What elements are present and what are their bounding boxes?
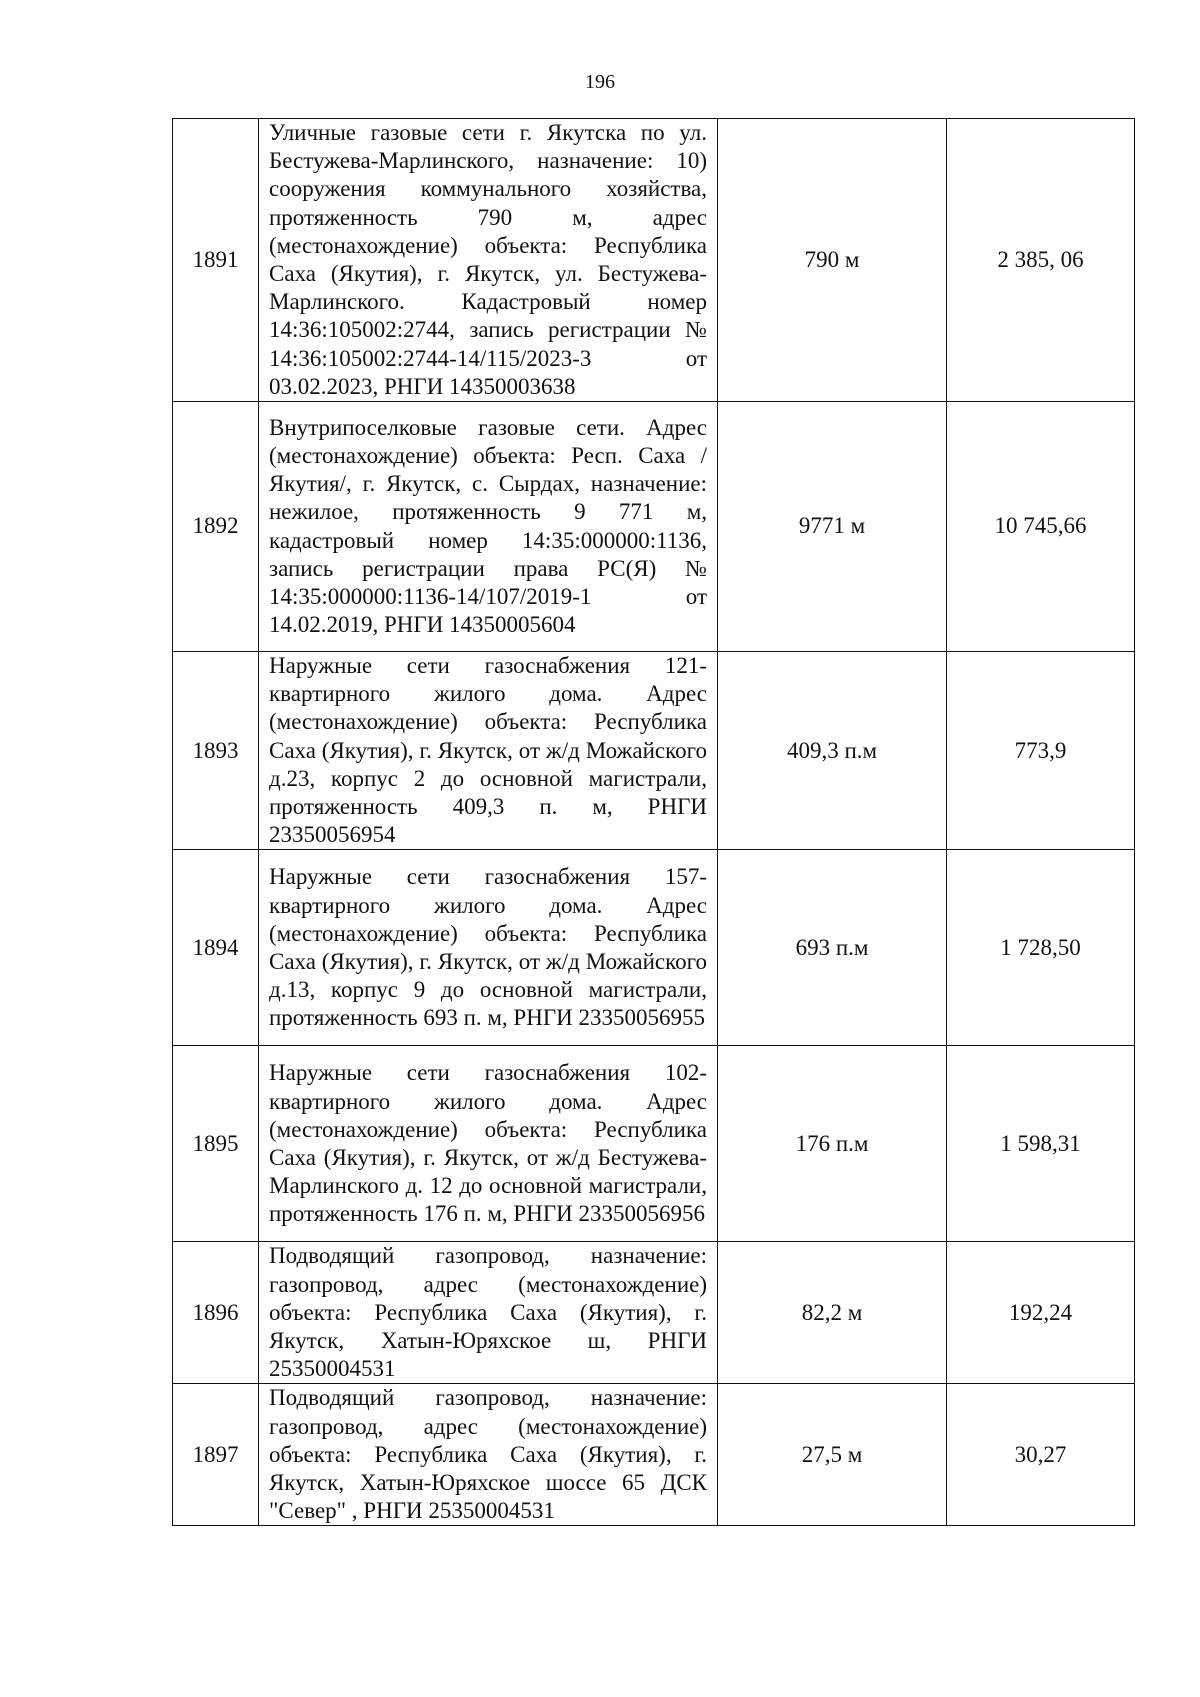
object-length: 693 п.м <box>718 850 947 1046</box>
object-length: 27,5 м <box>718 1384 947 1526</box>
object-description: Уличные газовые сети г. Якутска по ул. Бестужева-Марлинского, назначение: 10) сооружения коммунального хозяйства, протяженность 790 м, адрес (местонахождение) объекта: Республика Саха (Якутия), г. Якутск, ул. Бестужева-Марлинского. Кадастровый номер 14:36:105002:2744, запись регистрации № 14:36:105002:2744-14/115/2023-3 от 03.02.2023, РНГИ 14350003638 <box>259 119 718 402</box>
object-description: Наружные сети газоснабжения 157-квартирного жилого дома. Адрес (местонахождение) объекта: Республика Саха (Якутия), г. Якутск, от ж/д Можайского д.13, корпус 9 до основной магистрали, протяженность 693 п. м, РНГИ 23350056955 <box>259 850 718 1046</box>
row-number: 1896 <box>173 1242 259 1384</box>
object-description: Подводящий газопровод, назначение: газопровод, адрес (местонахождение) объекта: Республика Саха (Якутия), г. Якутск, Хатын-Юряхское шоссе 65 ДСК "Север" , РНГИ 25350004531 <box>259 1384 718 1526</box>
object-length: 9771 м <box>718 402 947 652</box>
table-row <box>173 1242 1135 1384</box>
row-number: 1893 <box>173 652 259 850</box>
row-number: 1895 <box>173 1046 259 1242</box>
object-description: Наружные сети газоснабжения 102-квартирного жилого дома. Адрес (местонахождение) объекта: Республика Саха (Якутия), г. Якутск, от ж/д Бестужева-Марлинского д. 12 до основной магистрали, протяженность 176 п. м, РНГИ 23350056956 <box>259 1046 718 1242</box>
object-description: Подводящий газопровод, назначение: газопровод, адрес (местонахождение) объекта: Республика Саха (Якутия), г. Якутск, Хатын-Юряхское ш, РНГИ 25350004531 <box>259 1242 718 1384</box>
table-row <box>173 652 1135 850</box>
object-length: 82,2 м <box>718 1242 947 1384</box>
table-row <box>173 119 1135 402</box>
object-length: 176 п.м <box>718 1046 947 1242</box>
object-cost: 30,27 <box>947 1384 1135 1526</box>
table-row <box>173 1384 1135 1526</box>
object-description: Наружные сети газоснабжения 121-квартирного жилого дома. Адрес (местонахождение) объекта: Республика Саха (Якутия), г. Якутск, от ж/д Можайского д.23, корпус 2 до основной магистрали, протяженность 409,3 п. м, РНГИ 23350056954 <box>259 652 718 850</box>
property-registry-table <box>172 118 1135 1526</box>
row-number: 1892 <box>173 402 259 652</box>
object-cost: 2 385, 06 <box>947 119 1135 402</box>
table-row <box>173 1046 1135 1242</box>
table-row <box>173 402 1135 652</box>
object-cost: 1 598,31 <box>947 1046 1135 1242</box>
page-number: 196 <box>585 71 615 93</box>
table-row <box>173 850 1135 1046</box>
object-length: 409,3 п.м <box>718 652 947 850</box>
object-cost: 192,24 <box>947 1242 1135 1384</box>
row-number: 1891 <box>173 119 259 402</box>
row-number: 1897 <box>173 1384 259 1526</box>
object-cost: 1 728,50 <box>947 850 1135 1046</box>
object-cost: 10 745,66 <box>947 402 1135 652</box>
object-length: 790 м <box>718 119 947 402</box>
row-number: 1894 <box>173 850 259 1046</box>
object-description: Внутрипоселковые газовые сети. Адрес (местонахождение) объекта: Респ. Саха /Якутия/, г. Якутск, с. Сырдах, назначение: нежилое, протяженность 9 771 м, кадастровый номер 14:35:000000:1136, запись регистрации права РС(Я) № 14:35:000000:1136-14/107/2019-1 от 14.02.2019, РНГИ 14350005604 <box>259 402 718 652</box>
object-cost: 773,9 <box>947 652 1135 850</box>
